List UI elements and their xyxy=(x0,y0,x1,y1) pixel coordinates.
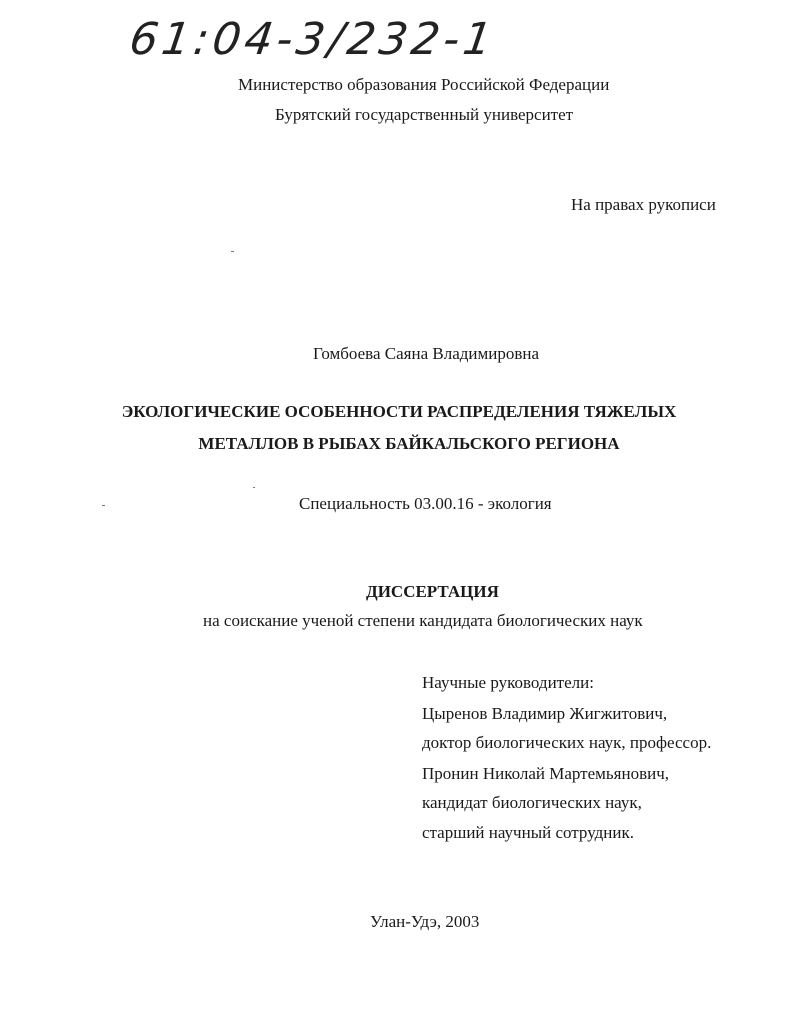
scan-speck xyxy=(231,251,234,252)
thesis-title-line-1: ЭКОЛОГИЧЕСКИЕ ОСОБЕННОСТИ РАСПРЕДЕЛЕНИЯ ТЯЖЕЛЫХ xyxy=(121,402,677,421)
supervisor-line: старший научный сотрудник. xyxy=(422,823,634,842)
place-and-year: Улан-Удэ, 2003 xyxy=(370,912,480,931)
specialty: Специальность 03.00.16 - экология xyxy=(299,494,552,513)
author-name: Гомбоева Саяна Владимировна xyxy=(313,344,540,363)
ministry-name: Министерство образования Российской Федерации xyxy=(238,75,610,94)
handwritten-archive-code: 61:04-3/232-1 xyxy=(126,14,499,65)
scan-speck xyxy=(253,487,255,488)
degree-statement: на соискание ученой степени кандидата биологических наук xyxy=(203,611,643,630)
supervisor-line: Цыренов Владимир Жигжитович, xyxy=(422,704,668,723)
document-type: ДИССЕРТАЦИЯ xyxy=(366,582,499,601)
supervisor-line: Пронин Николай Мартемьянович, xyxy=(422,764,670,783)
manuscript-note: На правах рукописи xyxy=(571,195,716,214)
supervisors-heading: Научные руководители: xyxy=(422,673,594,692)
university-name: Бурятский государственный университет xyxy=(275,105,574,124)
thesis-title-line-2: МЕТАЛЛОВ В РЫБАХ БАЙКАЛЬСКОГО РЕГИОНА xyxy=(198,434,620,453)
scan-speck xyxy=(102,505,105,506)
supervisor-line: кандидат биологических наук, xyxy=(422,793,642,812)
supervisor-line: доктор биологических наук, профессор. xyxy=(422,733,712,752)
